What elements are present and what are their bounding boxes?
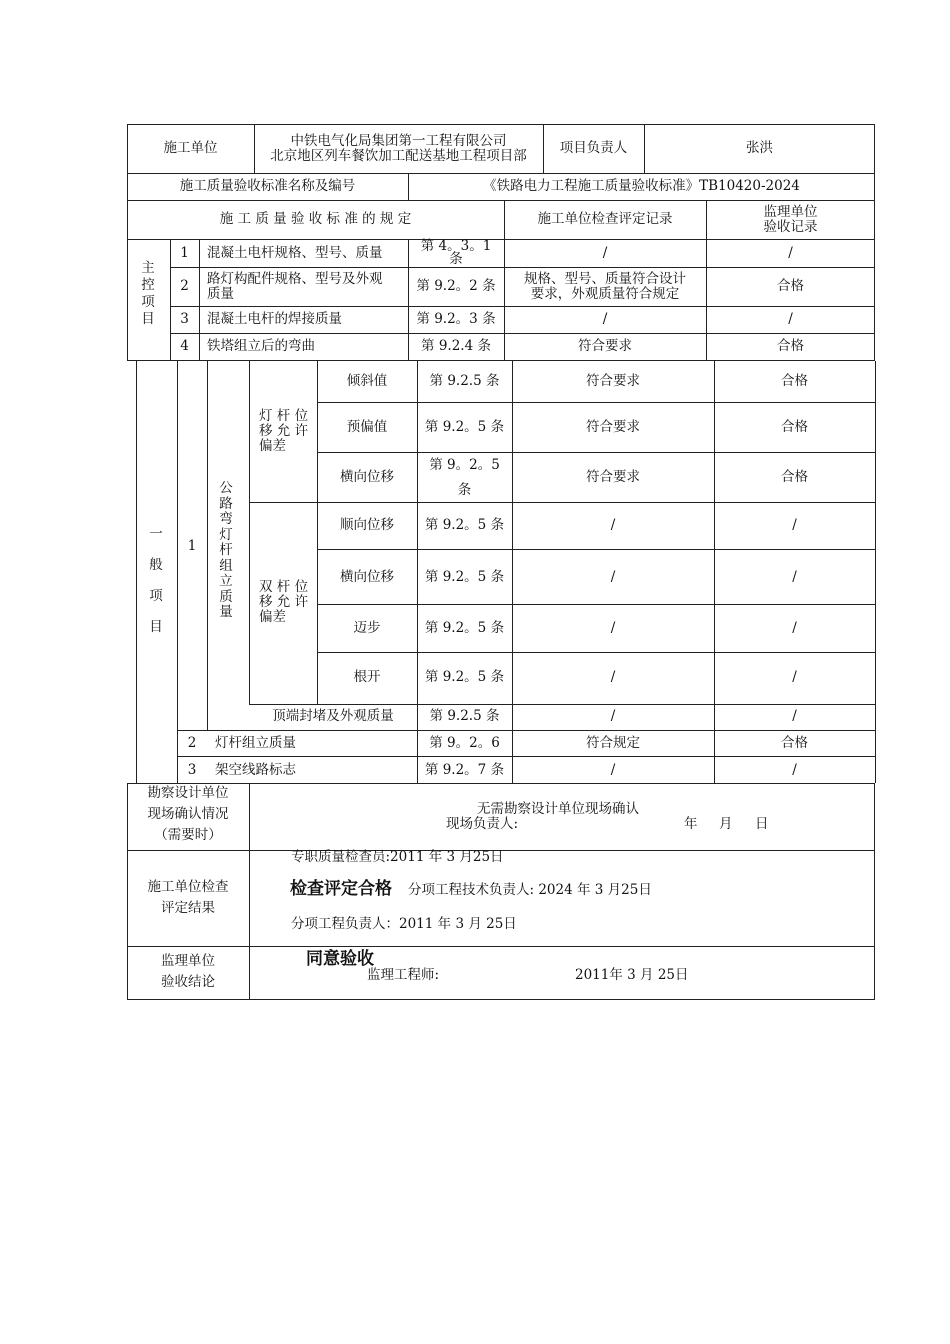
- unit-name-line2: 北京地区列车餐饮加工配送基地工程项目部: [270, 148, 527, 164]
- g1-row3-clause-line2: 条: [457, 482, 472, 498]
- g1-row8-clause: 第 9.2.5 条: [429, 708, 500, 724]
- sub2-label-line2: 移 允 许: [259, 594, 309, 610]
- main-row1-no: 1: [180, 245, 189, 261]
- main-row1-supervise: /: [788, 245, 793, 261]
- g1-row4-supervise: /: [792, 517, 797, 533]
- general-row2-clause: 第 9。2。6: [429, 735, 500, 751]
- general-row3-clause: 第 9.2。7 条: [424, 762, 505, 778]
- lead-line: 分项工程负责人：2011 年 3 月 25日: [291, 916, 517, 932]
- g1-row5-name: 横向位移: [340, 569, 394, 585]
- g1-row5-supervise: /: [792, 569, 797, 585]
- sub1-label-line3: 偏差: [259, 438, 286, 454]
- g1-row1-name: 倾斜值: [346, 373, 388, 389]
- g1-row3-clause-line1: 第 9。2。5: [429, 457, 500, 473]
- main-row1-clause-line2: 条: [449, 251, 463, 267]
- sub2-label-line3: 偏差: [259, 609, 286, 625]
- g1-row2-clause: 第 9.2。5 条: [424, 419, 505, 435]
- supervise-column-header-line1: 监理单位: [763, 204, 818, 220]
- g1-row4-name: 顺向位移: [340, 517, 394, 533]
- main-row2-item-line1: 路灯构配件规格、型号及外观: [207, 271, 383, 287]
- main-row1-item: 混凝土电杆规格、型号、质量: [207, 245, 383, 261]
- g1-row2-check: 符合要求: [586, 419, 640, 435]
- supervision-label-line2: 验收结论: [161, 974, 215, 990]
- standard-label: 施工质量验收标准名称及编号: [179, 178, 356, 194]
- g1-row5-clause: 第 9.2。5 条: [424, 569, 505, 585]
- main-row1-clause-line1: 第 4。3。1: [420, 238, 492, 254]
- supervision-date: 2011年 3 月 25日: [575, 967, 689, 983]
- g1-row3-supervise: 合格: [781, 469, 808, 485]
- g1-row8-supervise: /: [792, 708, 797, 724]
- general-row3-check: /: [610, 762, 616, 778]
- main-row3-check: /: [602, 311, 608, 327]
- survey-date-day: 日: [755, 816, 769, 832]
- general-items-label: 一般项目: [149, 526, 163, 635]
- survey-date-year: 年: [684, 816, 698, 832]
- g1-row8-name: 顶端封堵及外观质量: [272, 708, 394, 724]
- g1-row6-name: 迈步: [353, 620, 381, 636]
- g1-row6-check: /: [610, 620, 616, 636]
- general-row2-supervise: 合格: [781, 735, 808, 751]
- main-row1-check: /: [602, 245, 608, 261]
- main-row3-clause: 第 9.2。3 条: [416, 311, 496, 327]
- check-column-header: 施工单位检查评定记录: [537, 211, 673, 227]
- quality-inspector-line: 专职质量检查员:2011 年 3 月25日: [291, 849, 504, 865]
- spec-column-header: 施 工 质 量 验 收 标 准 的 规 定: [219, 211, 412, 227]
- main-row4-supervise: 合格: [777, 338, 804, 354]
- g1-row2-supervise: 合格: [781, 419, 808, 435]
- general-row2-check: 符合规定: [586, 735, 640, 751]
- sub1-label-line2: 移 允 许: [259, 423, 309, 439]
- main-row2-check-line1: 规格、型号、质量符合设计: [524, 271, 686, 287]
- pm-value: 张洪: [746, 140, 773, 156]
- general-group1-no: 1: [187, 538, 197, 554]
- sub2-label-line1: 双 杆 位: [259, 579, 309, 595]
- main-row4-check: 符合要求: [578, 338, 632, 354]
- tech-lead-line: 分项工程技术负责人: 2024 年 3 月25日: [408, 882, 652, 898]
- main-row2-supervise: 合格: [777, 278, 804, 294]
- main-row4-item: 铁塔组立后的弯曲: [207, 338, 315, 354]
- main-row4-clause: 第 9.2.4 条: [421, 338, 491, 354]
- g1-row2-name: 预偏值: [346, 419, 388, 435]
- supervision-label-line1: 监理单位: [161, 953, 215, 969]
- supervision-stamp: 同意验收: [306, 949, 374, 969]
- g1-row8-check: /: [610, 708, 616, 724]
- survey-date-month: 月: [719, 816, 733, 832]
- main-row4-no: 4: [180, 338, 189, 354]
- construction-result-label-line2: 评定结果: [161, 900, 215, 916]
- g1-row3-name: 横向位移: [340, 469, 394, 485]
- main-row3-no: 3: [180, 311, 189, 327]
- g1-row4-check: /: [610, 517, 616, 533]
- check-result-stamp: 检查评定合格: [290, 879, 392, 899]
- main-row2-no: 2: [180, 278, 189, 294]
- main-row3-supervise: /: [788, 311, 793, 327]
- g1-row4-clause: 第 9.2。5 条: [424, 517, 505, 533]
- g1-row7-clause: 第 9.2。5 条: [424, 669, 505, 685]
- unit-label: 施工单位: [163, 140, 218, 156]
- g1-row1-check: 符合要求: [586, 373, 640, 389]
- main-row2-clause: 第 9.2。2 条: [416, 278, 496, 294]
- survey-person-label: 现场负责人:: [446, 816, 519, 832]
- g1-row7-check: /: [610, 669, 616, 685]
- standard-value: 《铁路电力工程施工质量验收标准》TB10420-2024: [483, 178, 800, 194]
- survey-label-line2: 现场确认情况: [147, 806, 229, 822]
- general-row3-supervise: /: [792, 762, 797, 778]
- g1-row6-clause: 第 9.2。5 条: [424, 620, 505, 636]
- g1-row3-check: 符合要求: [586, 469, 640, 485]
- g1-row1-supervise: 合格: [781, 373, 808, 389]
- supervise-column-header-line2: 验收记录: [763, 219, 818, 235]
- general-row3-no: 3: [187, 762, 197, 778]
- general-row3-item: 架空线路标志: [215, 762, 296, 778]
- survey-label-line3: （需要时）: [154, 827, 222, 843]
- main-items-label: 主控项目: [141, 260, 155, 327]
- g1-row6-supervise: /: [792, 620, 797, 636]
- general-row2-no: 2: [187, 735, 197, 751]
- survey-label-line1: 勘察设计单位: [147, 785, 229, 801]
- construction-result-label-line1: 施工单位检查: [147, 879, 229, 895]
- main-row2-item-line2: 质量: [207, 286, 234, 302]
- supervision-engineer: 监理工程师:: [367, 967, 440, 983]
- g1-row7-name: 根开: [353, 669, 381, 685]
- general-group1-label: 公路弯灯杆组立质量: [219, 480, 233, 620]
- g1-row5-check: /: [610, 569, 616, 585]
- pm-label: 项目负责人: [559, 140, 628, 156]
- survey-text: 无需勘察设计单位现场确认: [477, 801, 639, 817]
- unit-name-line1: 中铁电气化局集团第一工程有限公司: [290, 133, 507, 149]
- main-row2-check-line2: 要求，外观质量符合规定: [530, 286, 680, 302]
- g1-row7-supervise: /: [792, 669, 797, 685]
- general-row2-item: 灯杆组立质量: [215, 735, 296, 751]
- main-row3-item: 混凝土电杆的焊接质量: [207, 311, 342, 327]
- g1-row1-clause: 第 9.2.5 条: [429, 373, 500, 389]
- sub1-label-line1: 灯 杆 位: [259, 408, 309, 424]
